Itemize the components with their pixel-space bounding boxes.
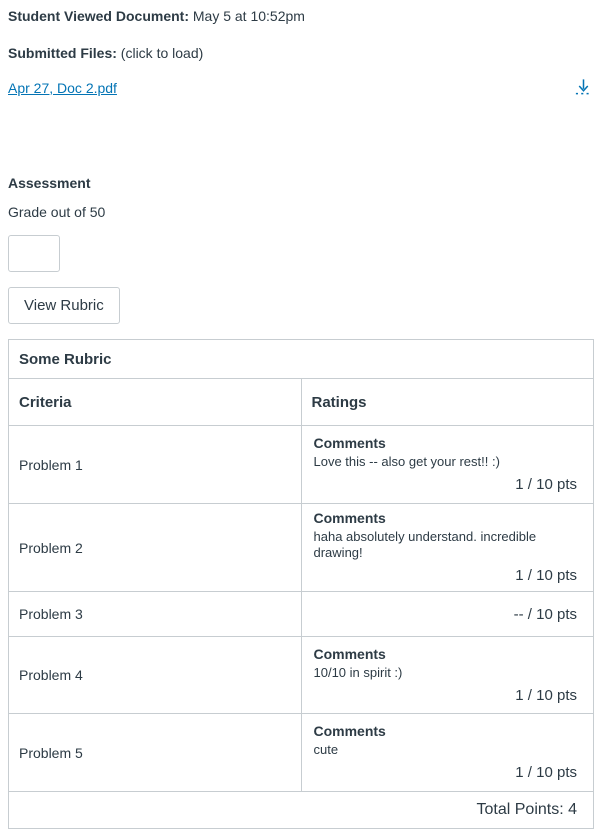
ratings-column-header: Ratings [301, 379, 594, 426]
student-viewed-line [8, 8, 596, 25]
rating-cell [301, 504, 594, 592]
rubric-title: Some Rubric [9, 340, 594, 379]
comment-text: cute [313, 742, 339, 757]
rubric-title-row [9, 340, 594, 379]
rating-cell [301, 426, 594, 504]
grade-input[interactable] [8, 235, 60, 272]
student-viewed-value: May 5 at 10:52pm [188, 8, 305, 24]
points-value: 1 / 10 pts [515, 567, 577, 584]
table-row [9, 714, 594, 792]
points-value: 1 / 10 pts [515, 476, 577, 493]
rating-cell [301, 637, 594, 714]
points-value: 1 / 10 pts [515, 764, 577, 781]
table-row [9, 637, 594, 714]
submitted-files-line [8, 45, 596, 62]
view-rubric-button[interactable]: View Rubric [8, 287, 120, 324]
comment-text: haha absolutely understand. incredible drawing! [313, 529, 537, 560]
rubric-header-row [9, 379, 594, 426]
table-row [9, 426, 594, 504]
comments-label: Comments [313, 645, 386, 662]
criteria-column-header: Criteria [9, 379, 302, 426]
criterion-name: Problem 5 [9, 714, 302, 792]
criterion-name: Problem 3 [9, 592, 302, 637]
assessment-title: Assessment [8, 175, 91, 191]
comment-text: 10/10 in spirit :) [313, 664, 403, 680]
assessment-section [8, 175, 596, 324]
submitted-file-link[interactable]: Apr 27, Doc 2.pdf [8, 79, 117, 96]
rating-cell [301, 714, 594, 792]
table-row [9, 504, 594, 592]
table-row [9, 592, 594, 637]
file-row [8, 77, 596, 99]
rubric-table [8, 339, 594, 829]
points-value: -- / 10 pts [513, 605, 577, 623]
grade-label: Grade out of 50 [8, 204, 106, 220]
student-viewed-label: Student Viewed Document: [8, 8, 189, 24]
total-points-row [9, 792, 594, 829]
comments-label: Comments [313, 435, 386, 451]
total-points: Total Points: 4 [9, 792, 594, 829]
rating-cell [301, 592, 594, 637]
criterion-name: Problem 2 [9, 504, 302, 592]
comments-label: Comments [313, 723, 386, 739]
download-icon [574, 77, 593, 99]
criterion-name: Problem 1 [9, 426, 302, 504]
points-value: 1 / 10 pts [515, 686, 577, 704]
comments-label: Comments [313, 510, 386, 526]
download-button[interactable] [572, 77, 594, 99]
criterion-name: Problem 4 [9, 637, 302, 714]
submitted-files-label: Submitted Files: [8, 45, 117, 61]
comment-text: Love this -- also get your rest!! :) [313, 454, 500, 469]
submitted-files-hint: (click to load) [116, 45, 204, 61]
